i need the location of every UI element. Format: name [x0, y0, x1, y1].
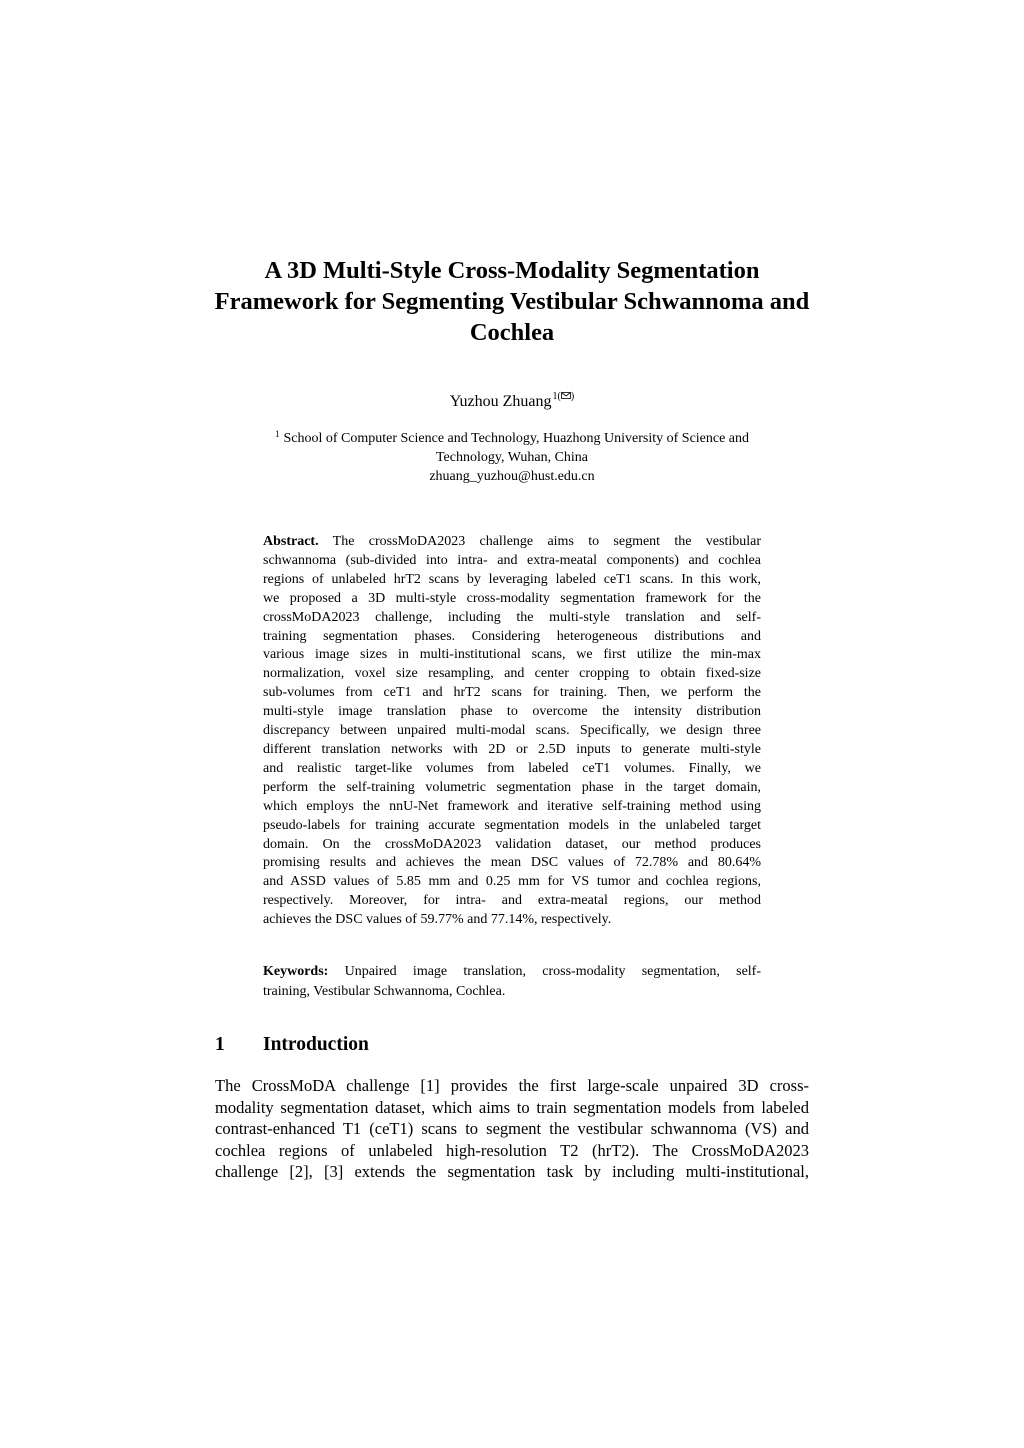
- intro-line: cochlea regions of unlabeled high-resolution T2 (hrT2). The CrossMoDA2023: [215, 1140, 809, 1160]
- introduction-paragraph: [215, 1075, 809, 1183]
- abstract-line: crossMoDA2023 challenge, including the multi-style translation and self-: [263, 609, 761, 625]
- abstract-line: sub-volumes from ceT1 and hrT2 scans for training. Then, we perform the: [263, 685, 761, 701]
- abstract-line: promising results and achieves the mean DSC values of 72.78% and 80.64%: [263, 855, 761, 871]
- abstract-line: respectively. Moreover, for intra- and extra-meatal regions, our method: [263, 893, 761, 909]
- abstract: [263, 533, 761, 930]
- abstract-line: domain. On the crossMoDA2023 validation dataset, our method produces: [263, 836, 761, 852]
- section-heading: [215, 1032, 815, 1058]
- intro-line: challenge [2], [3] extends the segmentation task by including multi-institutional,: [215, 1162, 809, 1182]
- title-line: A 3D Multi-Style Cross-Modality Segmentation: [264, 257, 760, 284]
- abstract-line: various image sizes in multi-institutional scans, we first utilize the min-max: [263, 647, 761, 663]
- abstract-line: regions of unlabeled hrT2 scans by leveraging labeled ceT1 scans. In this work,: [263, 571, 761, 587]
- abstract-line: we proposed a 3D multi-style cross-modality segmentation framework for the: [263, 590, 761, 606]
- abstract-line: achieves the DSC values of 59.77% and 77.14%, respectively.: [263, 912, 612, 928]
- abstract-line: training segmentation phases. Considering heterogeneous distributions and: [263, 628, 761, 644]
- author-name: Yuzhou Zhuang: [449, 393, 552, 410]
- intro-line: contrast-enhanced T1 (ceT1) scans to segment the vestibular schwannoma (VS) and: [215, 1119, 809, 1139]
- paper-title: [150, 255, 874, 348]
- abstract-line: pseudo-labels for training accurate segmentation models in the unlabeled target: [263, 817, 761, 833]
- keywords-label: Keywords:: [263, 964, 329, 979]
- intro-line: The CrossMoDA challenge [1] provides the first large-scale unpaired 3D cross-: [215, 1076, 809, 1095]
- abstract-line: perform the self-training volumetric segmentation phase in the target domain,: [263, 779, 761, 795]
- abstract-line: Abstract. The crossMoDA2023 challenge aims to segment the vestibular: [263, 534, 761, 549]
- affiliation-line: Technology, Wuhan, China: [435, 450, 589, 465]
- title-line: Cochlea: [469, 319, 555, 346]
- author-superscript: 1( ): [552, 391, 575, 402]
- keywords-line: training, Vestibular Schwannoma, Cochlea.: [263, 984, 506, 999]
- keywords: [263, 962, 761, 1002]
- author-email: zhuang_yuzhou@hust.edu.cn: [429, 469, 595, 484]
- abstract-line: schwannoma (sub-divided into intra- and extra-meatal components) and cochlea: [263, 552, 761, 568]
- abstract-line: discrepancy between unpaired multi-modal scans. Specifically, we design three: [263, 723, 761, 739]
- title-line: Framework for Segmenting Vestibular Schwannoma and: [214, 288, 810, 315]
- abstract-line: and realistic target-like volumes from labeled ceT1 volumes. Finally, we: [263, 760, 761, 776]
- section-title: Introduction: [263, 1034, 369, 1055]
- affiliation-block: [200, 425, 824, 486]
- affiliation-line: $^1$ School of Computer Science and Technology, Huazhong University of Science and: [274, 429, 750, 446]
- abstract-line: multi-style image translation phase to overcome the intensity distribution: [263, 704, 761, 720]
- section-number: 1: [215, 1034, 225, 1055]
- author-line: [0, 387, 1024, 412]
- abstract-line: normalization, voxel size resampling, and center cropping to obtain fixed-size: [263, 666, 761, 682]
- abstract-line: which employs the nnU-Net framework and iterative self-training method using: [263, 798, 761, 814]
- abstract-line: different translation networks with 2D or 2.5D inputs to generate multi-style: [263, 741, 761, 757]
- abstract-label: Abstract.: [263, 534, 319, 549]
- envelope-icon: [561, 392, 571, 399]
- intro-line: modality segmentation dataset, which aims to train segmentation models from labeled: [215, 1097, 809, 1117]
- keywords-line: Keywords: Unpaired image translation, cross-modality segmentation, self-: [263, 964, 761, 979]
- affiliation-number: 1: [274, 429, 280, 439]
- abstract-line: and ASSD values of 5.85 mm and 0.25 mm for VS tumor and cochlea regions,: [263, 874, 761, 890]
